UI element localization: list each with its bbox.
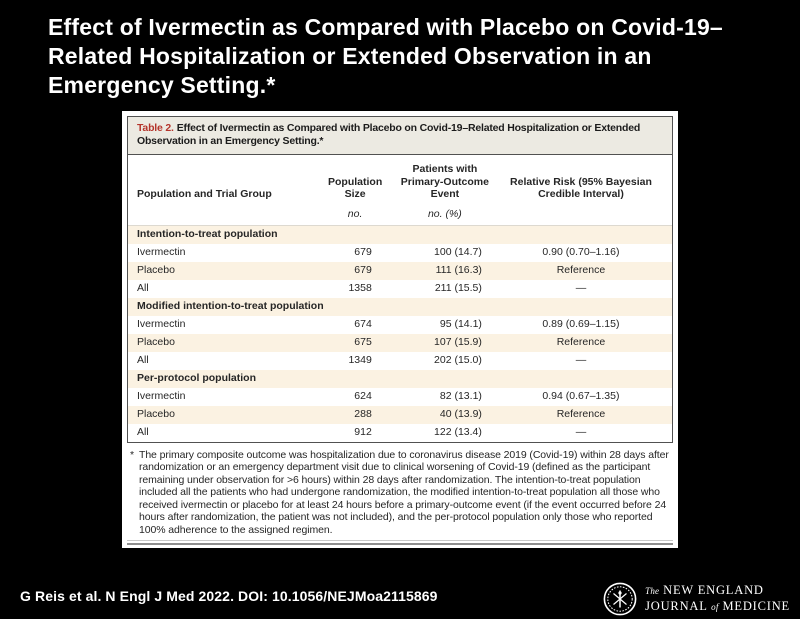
- table-panel: [122, 111, 678, 548]
- primary-outcome-cell: 82 (13.1): [439, 390, 482, 402]
- table-row: [128, 406, 672, 424]
- primary-outcome-cell: 95 (14.1): [439, 318, 482, 330]
- units-cell: [498, 204, 672, 226]
- population-size-cell: 679: [318, 262, 391, 280]
- primary-outcome-cell: 111 (16.3): [392, 262, 498, 280]
- population-size-cell: 912: [354, 426, 372, 438]
- data-table: [128, 155, 672, 442]
- table-caption-text: Effect of Ivermectin as Compared with Placebo on Covid-19–Related Hospitalization or Extended Observation in an Emergency Setting.*: [137, 122, 641, 147]
- journal-name-line: The NEW ENGLAND: [645, 583, 764, 597]
- relative-risk-cell: 0.94 (0.67–1.35): [542, 390, 620, 402]
- section-header-row: [128, 225, 672, 244]
- section-header: Modified intention-to-treat population: [128, 298, 672, 316]
- primary-outcome-cell: 107 (15.9): [392, 334, 498, 352]
- trial-group-cell: All: [137, 282, 149, 294]
- units-cell: no.: [347, 207, 363, 220]
- trial-group-cell: Ivermectin: [137, 390, 186, 402]
- table-row: [128, 424, 672, 442]
- column-header-relative-risk: Relative Risk (95% Bayesian Credible Interval): [510, 175, 652, 200]
- relative-risk-cell: 0.90 (0.70–1.16): [542, 246, 620, 258]
- population-size-cell: 288: [318, 406, 391, 424]
- column-header-primary-outcome: Patients with Primary-Outcome Event: [400, 163, 489, 200]
- trial-group-cell: Ivermectin: [137, 246, 186, 258]
- relative-risk-cell: Reference: [498, 262, 672, 280]
- population-size-cell: 1349: [348, 354, 372, 366]
- table-row: [128, 352, 672, 370]
- table-caption-label: Table 2.: [137, 122, 174, 134]
- citation: G Reis et al. N Engl J Med 2022. DOI: 10.1056/NEJMoa2115869: [20, 588, 438, 604]
- column-header-population-size: Population Size: [327, 175, 383, 200]
- relative-risk-cell: —: [575, 282, 587, 294]
- trial-group-cell: All: [137, 426, 149, 438]
- footnote-text: The primary composite outcome was hospitalization due to coronavirus disease 2019 (Covid-19) within 28 days after randomization or an emergency department visit due to clinical worsening of Covid-19 (defined as the participant remaining under observation for >6 hours) within 28 days after randomization. The intention-to-treat population included all the patients who had undergone randomization, the modified intention-to-treat population all those who received ivermectin or placebo for at least 24 hours before a primary-outcome event (if the event occurred before 24 hours after randomization, the patient was not included), and the per-protocol population only those who reported 100% adherence to the assigned regimen.: [139, 448, 669, 537]
- trial-group-cell: Placebo: [128, 262, 318, 280]
- page-title-line: Effect of Ivermectin as Compared with Placebo on Covid-19–: [48, 14, 723, 40]
- page-title-line: Emergency Setting.*: [48, 72, 276, 98]
- page-title-line: Related Hospitalization or Extended Observation in an: [48, 43, 652, 69]
- relative-risk-cell: Reference: [498, 406, 672, 424]
- primary-outcome-cell: 100 (14.7): [434, 246, 482, 258]
- trial-group-cell: Ivermectin: [137, 318, 186, 330]
- section-header-row: [128, 298, 672, 316]
- table-row: [128, 280, 672, 298]
- primary-outcome-cell: 122 (13.4): [434, 426, 482, 438]
- population-size-cell: 674: [354, 318, 372, 330]
- table-caption: [128, 117, 672, 155]
- nejm-seal-icon: [603, 582, 637, 616]
- journal-name-line: JOURNAL of MEDICINE: [645, 599, 790, 613]
- section-header: Intention-to-treat population: [128, 225, 672, 244]
- section-header-row: [128, 370, 672, 388]
- relative-risk-cell: 0.89 (0.69–1.15): [542, 318, 620, 330]
- units-cell: no. (%): [427, 207, 462, 220]
- trial-group-cell: Placebo: [128, 334, 318, 352]
- table-row: [128, 316, 672, 334]
- relative-risk-cell: —: [575, 426, 587, 438]
- table-row: [128, 388, 672, 406]
- page-title: [48, 13, 723, 100]
- population-size-cell: 679: [354, 246, 372, 258]
- trial-group-cell: All: [137, 354, 149, 366]
- population-size-cell: 624: [354, 390, 372, 402]
- relative-risk-cell: Reference: [498, 334, 672, 352]
- table-row: [128, 244, 672, 262]
- primary-outcome-cell: 40 (13.9): [392, 406, 498, 424]
- column-header-population-group: Population and Trial Group: [137, 188, 272, 200]
- journal-name: [645, 583, 790, 615]
- relative-risk-cell: —: [575, 354, 587, 366]
- table-box: [127, 116, 673, 443]
- footnote-marker: *: [130, 448, 135, 461]
- column-header-row: [128, 155, 672, 204]
- population-size-cell: 675: [318, 334, 391, 352]
- footnote: [130, 449, 671, 537]
- units-row: [128, 204, 672, 226]
- primary-outcome-cell: 211 (15.5): [434, 282, 482, 294]
- units-cell: [128, 204, 318, 226]
- nejm-logo: [603, 582, 790, 616]
- section-header: Per-protocol population: [128, 370, 672, 388]
- primary-outcome-cell: 202 (15.0): [434, 354, 482, 366]
- table-row: [128, 334, 672, 352]
- table-row: [128, 262, 672, 280]
- population-size-cell: 1358: [348, 282, 372, 294]
- bottom-double-rule: [127, 540, 673, 545]
- trial-group-cell: Placebo: [128, 406, 318, 424]
